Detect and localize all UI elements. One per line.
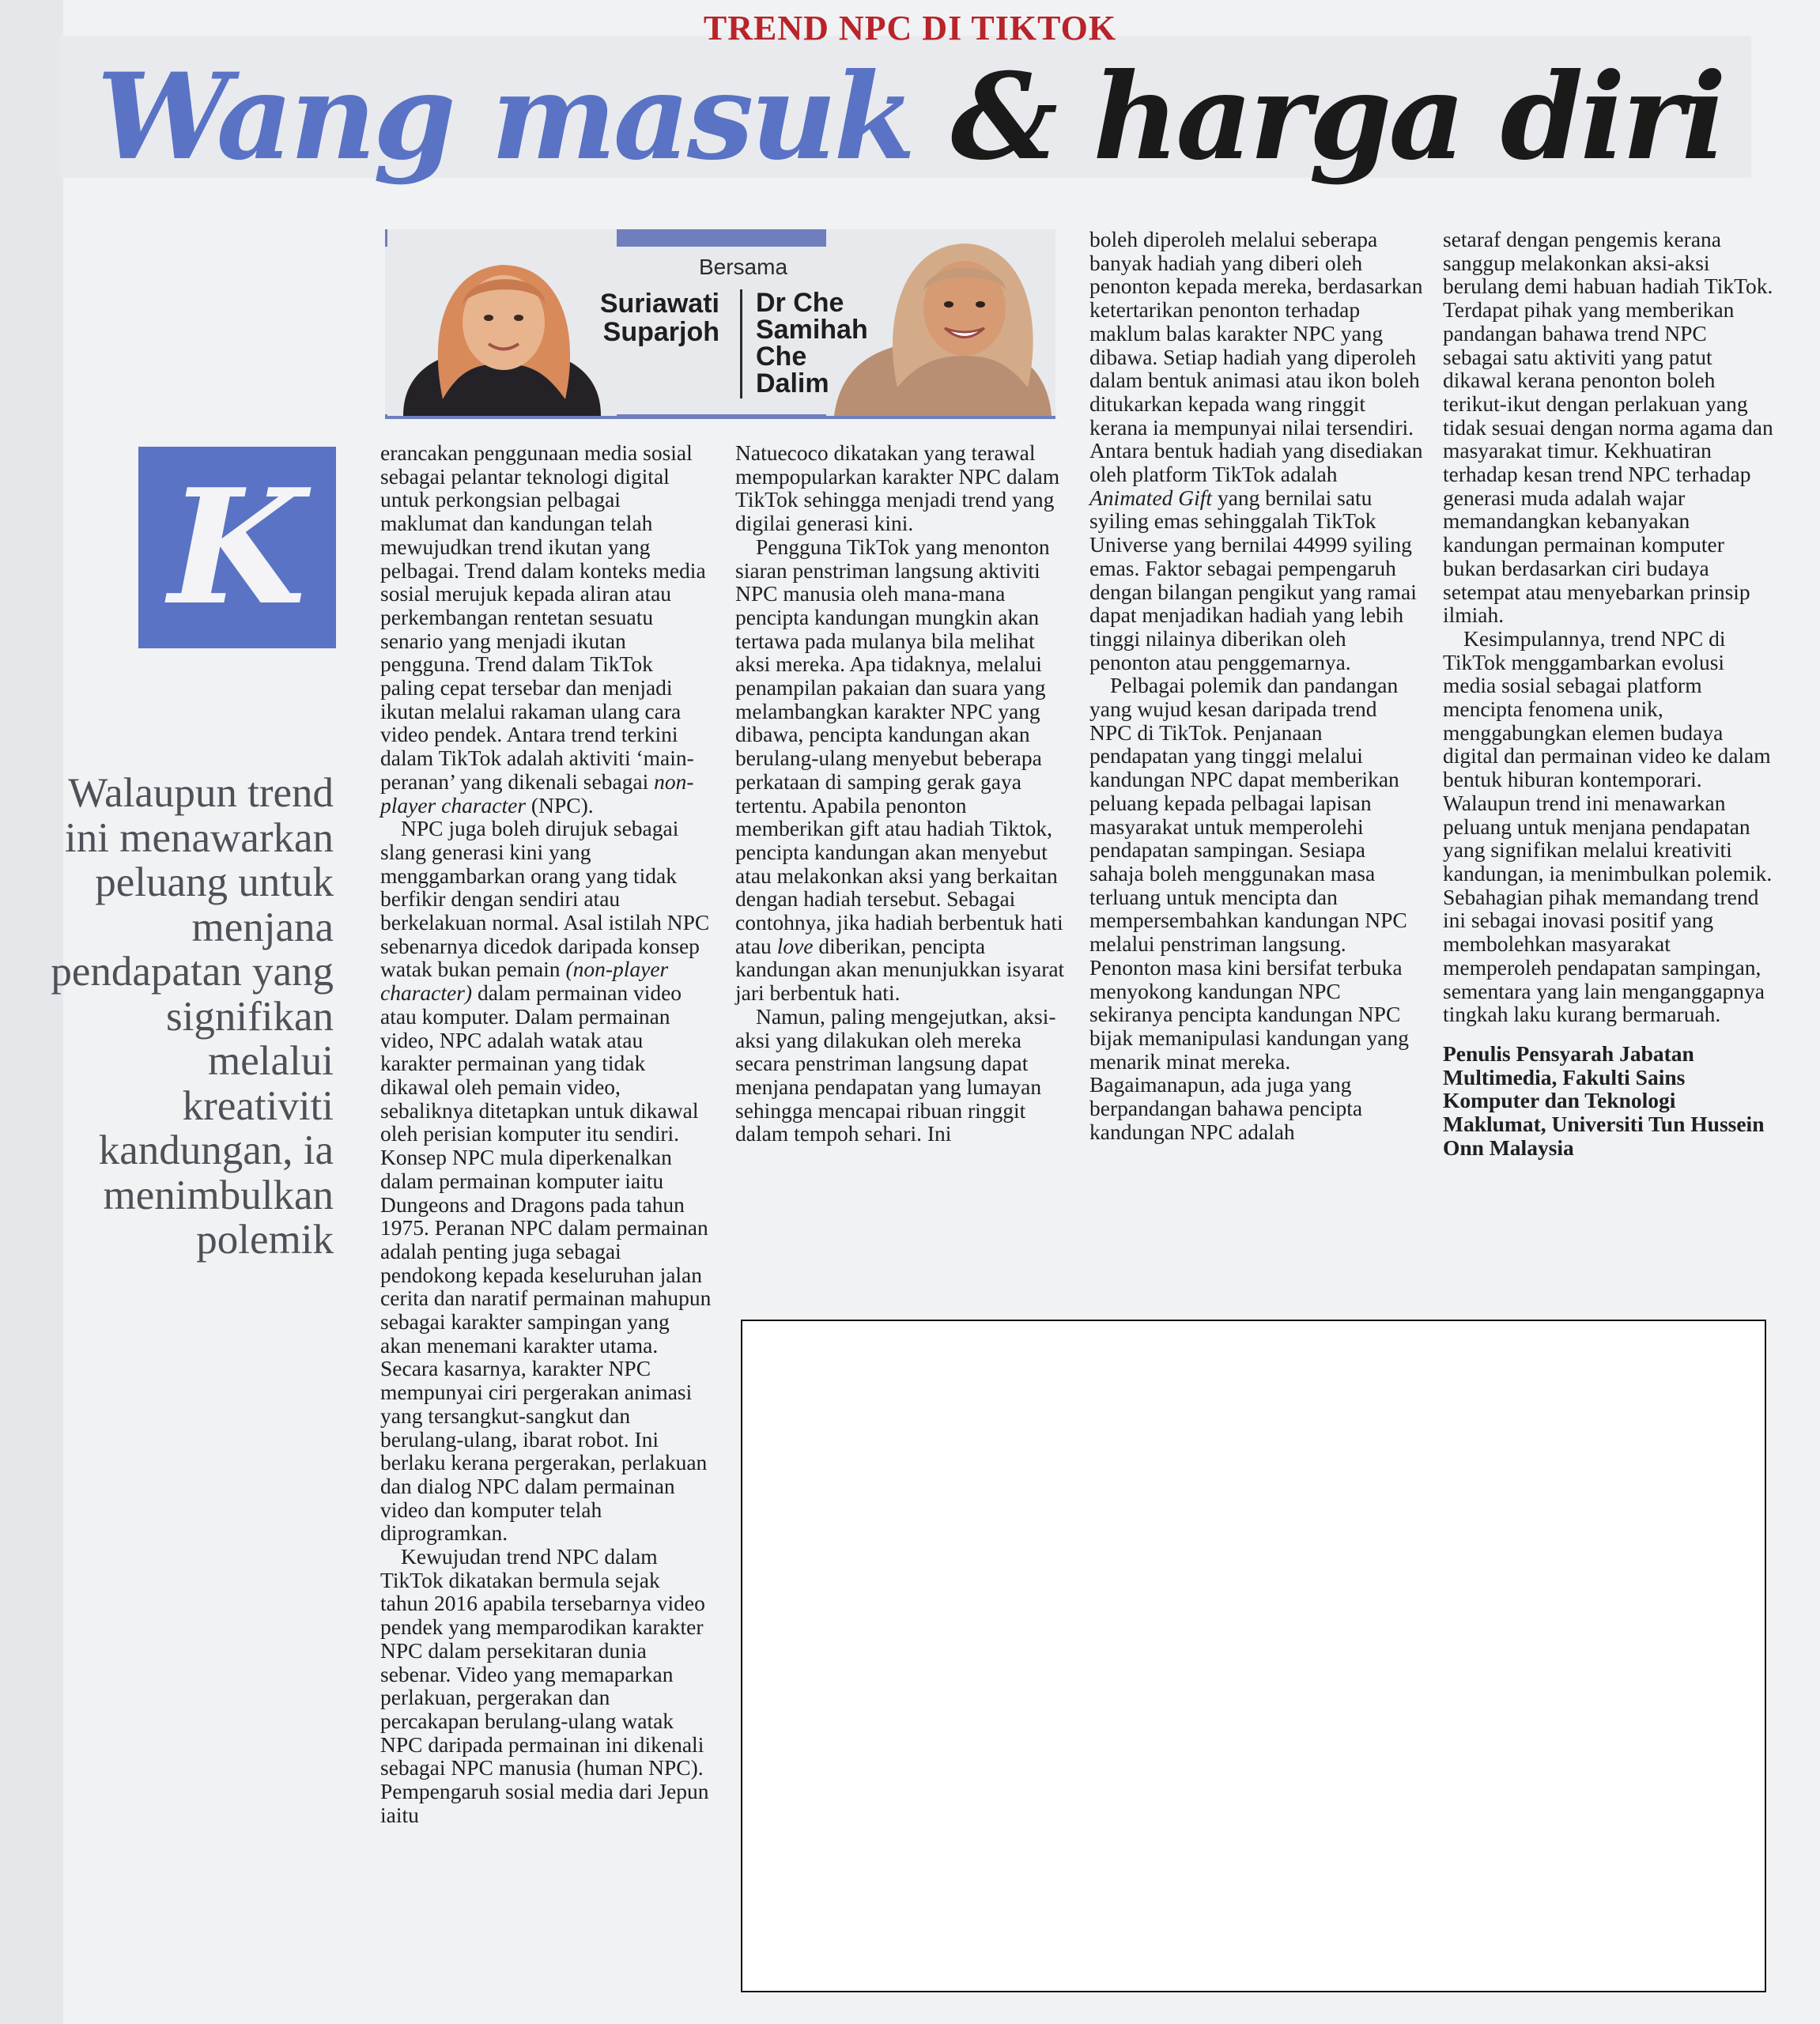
paragraph: setaraf dengan pengemis kerana sanggup melakonkan aksi-aksi berulang demi habuan hadiah TikTok. Terdapat pihak yang memberikan pandangan bahawa trend NPC sebagai satu aktiviti yang patut dikawal kerana penonton boleh terikut-ikut dengan perlakuan yang tidak sesuai dengan norma agama dan masyarakat timur. Kekhuatiran terhadap kesan trend NPC terhadap generasi muda adalah wajar memandangkan kebanyakan kandungan permainan komputer bukan berdasarkan ciri budaya setempat atau menyebarkan prinsip ilmiah. [1443,227,1773,628]
paragraph: Kesimpulannya, trend NPC di TikTok menggambarkan evolusi media sosial sebagai platform mencipta fenomena unik, menggabungkan elemen budaya digital dan permainan video ke dalam bentuk hiburan kontemporari. Walaupun trend ini menawarkan peluang untuk menjana pendapatan yang signifikan melalui kreativiti kandungan, ia menimbulkan polemik. Sebahagian pihak memandang trend ini sebagai inovasi positif yang membolehkan masyarakat memperoleh pendapatan sampingan, sementara yang lain menganggapnya tingkah laku kurang bermaruah. [1443,625,1773,1027]
drop-cap-letter: K [168,455,306,640]
author-name-2 [756,289,898,397]
author-1-line: Suriawati [599,289,719,319]
paragraph [380,441,712,817]
bleed-through-text [119,1297,142,1406]
article-column-4 [1443,228,1777,1159]
text-run: yang bernilai satu syiling emas sehinggalah TikTok Universe yang bernilai 44999 syiling emas. Faktor sebagai pempengaruh dengan bilangan pengikut yang ramai dapat menjadikan hadiah yang lebih tinggi nilainya diberikan oleh penonton atau penggemarnya. [1089,485,1417,674]
blank-advert-box [741,1320,1766,1992]
byline-with-label: Bersama [698,255,788,279]
headline-part2: & harga diri [950,47,1724,187]
author-bio: Penulis Pensyarah Jabatan Multimedia, Fakulti Sains Komputer dan Teknologi Maklumat, Universiti Tun Hussein Onn Malaysia [1443,1040,1765,1160]
text-run: boleh diperoleh melalui seberapa banyak hadiah yang diberi oleh penonton kepada mereka, berdasarkan ketertarikan penonton terhadap maklum balas karakter NPC yang dibawa. Setiap hadiah yang diperoleh dalam bentuk animasi atau ikon boleh ditukarkan kepada wang ringgit kerana ia mempunyai nilai tersendiri. Antara bentuk hadiah yang disediakan oleh platform TikTok adalah [1089,227,1423,487]
article-column-2 [735,441,1067,1146]
author-2-line: Che [756,342,807,372]
headline [0,46,1820,188]
paragraph: Namun, paling mengejutkan, aksi-aksi yang dilakukan oleh mereka secara penstriman langsung dapat menjana pendapatan yang lumayan sehingga mencapai ribuan ringgit dalam tempoh sehari. Ini [735,1003,1056,1146]
drop-cap [138,447,336,648]
text-run: diberikan, pencipta kandungan akan menunjukkan isyarat jari berbentuk hati. [735,933,1065,1006]
paragraph [380,817,712,1545]
paragraph: Kewujudan trend NPC dalam TikTok dikatakan bermula sejak tahun 2016 apabila tersebarnya video pendek yang memparodikan karakter NPC dalam persekitaran dunia sebenar. Video yang memaparkan perlakuan, pergerakan dan percakapan berulang-ulang watak NPC daripada permainan ini dikenali sebagai NPC manusia (human NPC). Pempengaruh sosial media dari Jepun iaitu [380,1544,709,1827]
author-1-line: Suparjoh [602,317,719,347]
author-2-line: Samihah [756,315,868,345]
paragraph [1089,228,1423,674]
italic-term: Animated Gift [1089,485,1213,510]
italic-term: non-player character [380,768,694,818]
text-run: Pengguna TikTok yang menonton siaran penstriman langsung aktiviti NPC manusia oleh mana-mana pencipta kandungan mungkin akan tertawa pada mulanya bila melihat aksi mereka. Apa tidaknya, melalui penampilan pakaian dan suara yang melambangkan karakter NPC yang dibawa, pencipta kandungan akan berulang-ulang menyebut beberapa perkataan di samping gerak gaya tertentu. Apabila penonton memberikan gift atau hadiah Tiktok, pencipta kandungan akan menyebut atau melakonkan aksi yang berkaitan dengan hadiah tersebut. Sebagai contohnya, jika hadiah berbentuk hati atau [735,534,1063,958]
paragraph [735,535,1067,1005]
author-name-1 [561,289,719,346]
paragraph: Pelbagai polemik dan pandangan yang wujud kesan daripada trend NPC di TikTok. Penjanaan pendapatan yang tinggi melalui kandungan NPC dapat memberikan peluang kepada pelbagai lapisan masyarakat untuk memperolehi pendapatan sampingan. Sesiapa sahaja boleh menggunakan masa terluang untuk mencipta dan mempersembahkan kandungan NPC melalui penstriman langsung. Penonton masa kini bersifat terbuka menyokong kandungan NPC sekiranya pencipta kandungan NPC bijak memanipulasi kandungan yang menarik minat mereka. Bagaimanapun, ada juga yang berpandangan bahawa pencipta kandungan NPC adalah [1089,673,1410,1144]
author-2-line: Dr Che [756,288,844,318]
text-run: (NPC). [531,792,594,818]
text-run: NPC juga boleh dirujuk sebagai slang generasi kini yang menggambarkan orang yang tidak berfikir dengan sendiri atau berkelakuan normal. Asal istilah NPC sebenarnya dicedok daripada konsep watak bukan pemain [380,816,710,982]
pull-quote: Walaupun trend ini menawarkan peluang untuk menjana pendapatan yang signifikan melalui kreativiti kandungan, ia menimbulkan polemik [51,770,334,1263]
author-divider [740,289,742,398]
section-kicker: TREND NPC DI TIKTOK [703,9,1117,47]
text-run: dalam permainan video atau komputer. Dalam permainan video, NPC adalah watak atau karakter permainan yang tidak dikawal oleh pemain video, sebaliknya ditetapkan untuk dikawal oleh perisian komputer itu sendiri. Konsep NPC mula diperkenalkan dalam permainan komputer iaitu Dungeons and Dragons pada tahun 1975. Peranan NPC dalam permainan adalah penting juga sebagai pendokong kepada keseluruhan jalan cerita dan naratif permainan mahupun sebagai karakter sampingan yang akan menemani karakter utama. Secara kasarnya, karakter NPC mempunyai ciri pergerakan animasi yang tersangkut-sangkut dan berulang-ulang, ibarat robot. Ini berlaku kerana pergerakan, perlakuan dan dialog NPC dalam permainan video dan komputer telah diprogramkan. [380,980,712,1546]
article-column-1 [380,441,712,1826]
headline-part1: Wang masuk [96,47,913,187]
author-2-line: Dalim [756,368,829,398]
italic-term: (non-player character) [380,957,669,1006]
article-column-3 [1089,228,1423,1143]
text-run: erancakan penggunaan media sosial sebagai pelantar teknologi digital untuk perkongsian pelbagai maklumat dan kandungan telah mewujudkan trend ikutan yang pelbagai. Trend dalam konteks media sosial merujuk kepada aliran atau perkembangan rentetan sesuatu senario yang menjadi ikutan pengguna. Trend dalam TikTok paling cepat tersebar dan menjadi ikutan melalui rakaman ulang cara video pendek. Antara trend terkini dalam TikTok adalah aktiviti ‘main-peranan’ yang dikenali sebagai [380,440,706,794]
italic-term: love [776,933,814,958]
paragraph: Natuecoco dikatakan yang terawal mempopularkan karakter NPC dalam TikTok sehingga menjadi trend yang digilai generasi kini. [735,440,1060,536]
